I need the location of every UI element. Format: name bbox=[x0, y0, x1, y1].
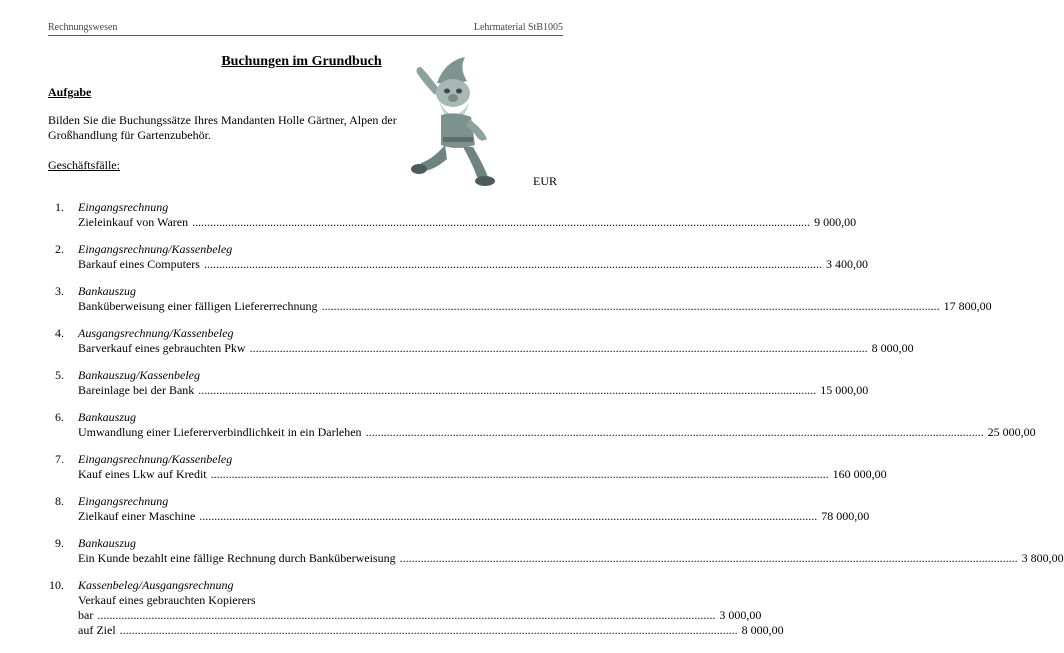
transaction-item bbox=[48, 578, 784, 638]
transaction-amount: 3 400,00 bbox=[825, 257, 868, 271]
dot-leader: .............................................................................................................................................................................................................. bbox=[97, 608, 716, 622]
transaction-item bbox=[48, 326, 914, 356]
transaction-item bbox=[48, 368, 869, 398]
transaction-description: Barkauf eines Computers bbox=[78, 257, 200, 271]
transaction-amount: 25 000,00 bbox=[987, 425, 1036, 439]
dot-leader: .............................................................................................................................................................................................................. bbox=[203, 257, 822, 271]
dot-leader: .............................................................................................................................................................................................................. bbox=[192, 215, 811, 229]
transaction-description: Umwandlung einer Liefererverbindlichkeit in ein Darlehen bbox=[78, 425, 362, 439]
transaction-number: 2. bbox=[55, 242, 64, 256]
page-title: Buchungen im Grundbuch bbox=[221, 54, 382, 69]
document-type: Eingangsrechnung bbox=[78, 200, 169, 214]
header-right: Lehrmaterial StB1005 bbox=[473, 22, 563, 33]
transaction-description: auf Ziel bbox=[78, 623, 116, 637]
dot-leader: .............................................................................................................................................................................................................. bbox=[321, 299, 940, 313]
transaction-number: 9. bbox=[55, 536, 64, 550]
transaction-number: 10. bbox=[49, 578, 64, 592]
dot-leader: .............................................................................................................................................................................................................. bbox=[399, 551, 1018, 565]
transaction-item bbox=[48, 284, 992, 314]
transaction-item bbox=[48, 410, 1036, 440]
transactions-label: Geschäftsfälle: bbox=[48, 158, 120, 172]
transaction-line bbox=[78, 257, 868, 272]
transaction-amount: 3 800,00 bbox=[1021, 551, 1064, 565]
transaction-number: 5. bbox=[55, 368, 64, 382]
dot-leader: .............................................................................................................................................................................................................. bbox=[198, 383, 817, 397]
transaction-item bbox=[48, 494, 870, 524]
dot-leader: .............................................................................................................................................................................................................. bbox=[199, 509, 818, 523]
transaction-amount: 8 000,00 bbox=[741, 623, 784, 637]
transaction-description: Zielkauf einer Maschine bbox=[78, 509, 196, 523]
transaction-description: Bareinlage bei der Bank bbox=[78, 383, 195, 397]
document-type: Ausgangsrechnung/Kassenbeleg bbox=[78, 326, 234, 340]
transaction-number: 3. bbox=[55, 284, 64, 298]
transaction-item bbox=[48, 242, 868, 272]
transaction-amount: 15 000,00 bbox=[820, 383, 869, 397]
transaction-line bbox=[78, 425, 1036, 440]
transaction-line bbox=[78, 509, 870, 524]
transaction-description: Zieleinkauf von Waren bbox=[78, 215, 189, 229]
transaction-line bbox=[78, 383, 869, 398]
transaction-line bbox=[78, 215, 857, 230]
document-type: Eingangsrechnung/Kassenbeleg bbox=[78, 242, 233, 256]
transaction-line bbox=[78, 299, 992, 314]
transaction-number: 7. bbox=[55, 452, 64, 466]
transaction-line bbox=[78, 608, 762, 623]
dot-leader: .............................................................................................................................................................................................................. bbox=[249, 341, 868, 355]
transaction-number: 8. bbox=[55, 494, 64, 508]
transaction-description: Banküberweisung einer fälligen Liefererrechnung bbox=[78, 299, 318, 313]
document-type: Bankauszug bbox=[78, 536, 136, 550]
transaction-description: Kauf eines Lkw auf Kredit bbox=[78, 467, 207, 481]
garden-gnome-icon bbox=[407, 55, 507, 190]
transaction-description: bar bbox=[78, 608, 94, 622]
document-type: Eingangsrechnung/Kassenbeleg bbox=[78, 452, 233, 466]
transaction-description: Ein Kunde bezahlt eine fällige Rechnung durch Banküberweisung bbox=[78, 551, 396, 565]
currency-label: EUR bbox=[533, 174, 557, 188]
transaction-line bbox=[78, 341, 914, 356]
document-type: Eingangsrechnung bbox=[78, 494, 169, 508]
task-text: Bilden Sie die Buchungssätze Ihres Mandanten Holle Gärtner, Alpen der Großhandlung für Gartenzubehör. bbox=[48, 113, 397, 142]
transaction-subtitle: Verkauf eines gebrauchten Kopierers bbox=[78, 593, 256, 607]
transaction-item bbox=[48, 200, 857, 230]
transaction-amount: 78 000,00 bbox=[821, 509, 870, 523]
transactions-list bbox=[48, 200, 1064, 650]
transaction-item bbox=[48, 536, 1064, 566]
transaction-amount: 160 000,00 bbox=[832, 467, 887, 481]
transaction-amount: 17 800,00 bbox=[943, 299, 992, 313]
dot-leader: .............................................................................................................................................................................................................. bbox=[210, 467, 829, 481]
dot-leader: .............................................................................................................................................................................................................. bbox=[365, 425, 984, 439]
header-rule bbox=[48, 35, 563, 36]
document-type: Bankauszug/Kassenbeleg bbox=[78, 368, 200, 382]
document-type: Bankauszug bbox=[78, 284, 136, 298]
transaction-number: 1. bbox=[55, 200, 64, 214]
transaction-amount: 3 000,00 bbox=[719, 608, 762, 622]
dot-leader: .............................................................................................................................................................................................................. bbox=[119, 623, 738, 637]
transaction-line bbox=[78, 467, 887, 482]
document-type: Kassenbeleg/Ausgangsrechnung bbox=[78, 578, 234, 592]
transaction-item bbox=[48, 452, 887, 482]
transaction-number: 4. bbox=[55, 326, 64, 340]
document-type: Bankauszug bbox=[78, 410, 136, 424]
transaction-line bbox=[78, 551, 1064, 566]
transaction-amount: 9 000,00 bbox=[814, 215, 857, 229]
transaction-amount: 8 000,00 bbox=[871, 341, 914, 355]
transaction-number: 6. bbox=[55, 410, 64, 424]
task-heading: Aufgabe bbox=[48, 85, 92, 99]
transaction-line bbox=[78, 623, 784, 638]
header-left: Rechnungswesen bbox=[48, 22, 118, 33]
transaction-description: Barverkauf eines gebrauchten Pkw bbox=[78, 341, 246, 355]
